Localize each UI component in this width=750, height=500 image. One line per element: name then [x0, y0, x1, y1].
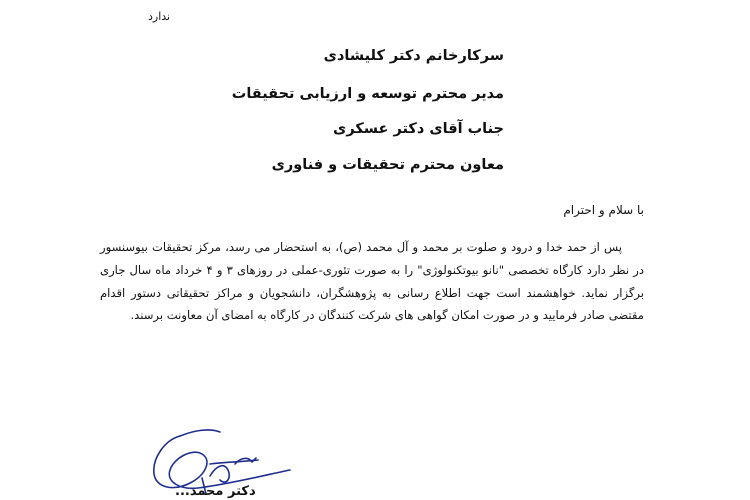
- attachment-note: ندارد: [148, 10, 171, 23]
- addressee-line-4: معاون محترم تحقیقات و فناوری: [271, 157, 504, 173]
- addressee-line-3: جناب آقای دکتر عسکری: [333, 121, 504, 137]
- letter-body: [100, 236, 644, 327]
- greeting: با سلام و احترام: [563, 203, 644, 217]
- signer-name: دکتر محمد...: [175, 484, 256, 499]
- addressee-line-1: سرکارخانم دکتر کلیشادی: [323, 48, 504, 64]
- body-paragraph: پس از حمد خدا و درود و صلوت بر محمد و آل محمد (ص)، به استحضار می رسد، مرکز تحقیقات بیوسنسور در نظر دارد کارگاه تخصصی "نانو بیوتکنولوژی" را به صورت تئوری-عملی در روزهای ۳ و ۴ خرداد ماه سال جاری برگزار نماید. خواهشمند است جهت اطلاع رسانی به پژوهشگران، دانشجویان و مراکز تحقیقاتی دستور اقدام مقتضی صادر فرمایید و در صورت امکان گواهی های شرکت کنندگان در کارگاه به امضای آن معاونت برسند.: [100, 240, 644, 323]
- addressee-line-2: مدیر محترم توسعه و ارزیابی تحقیقات: [231, 86, 504, 102]
